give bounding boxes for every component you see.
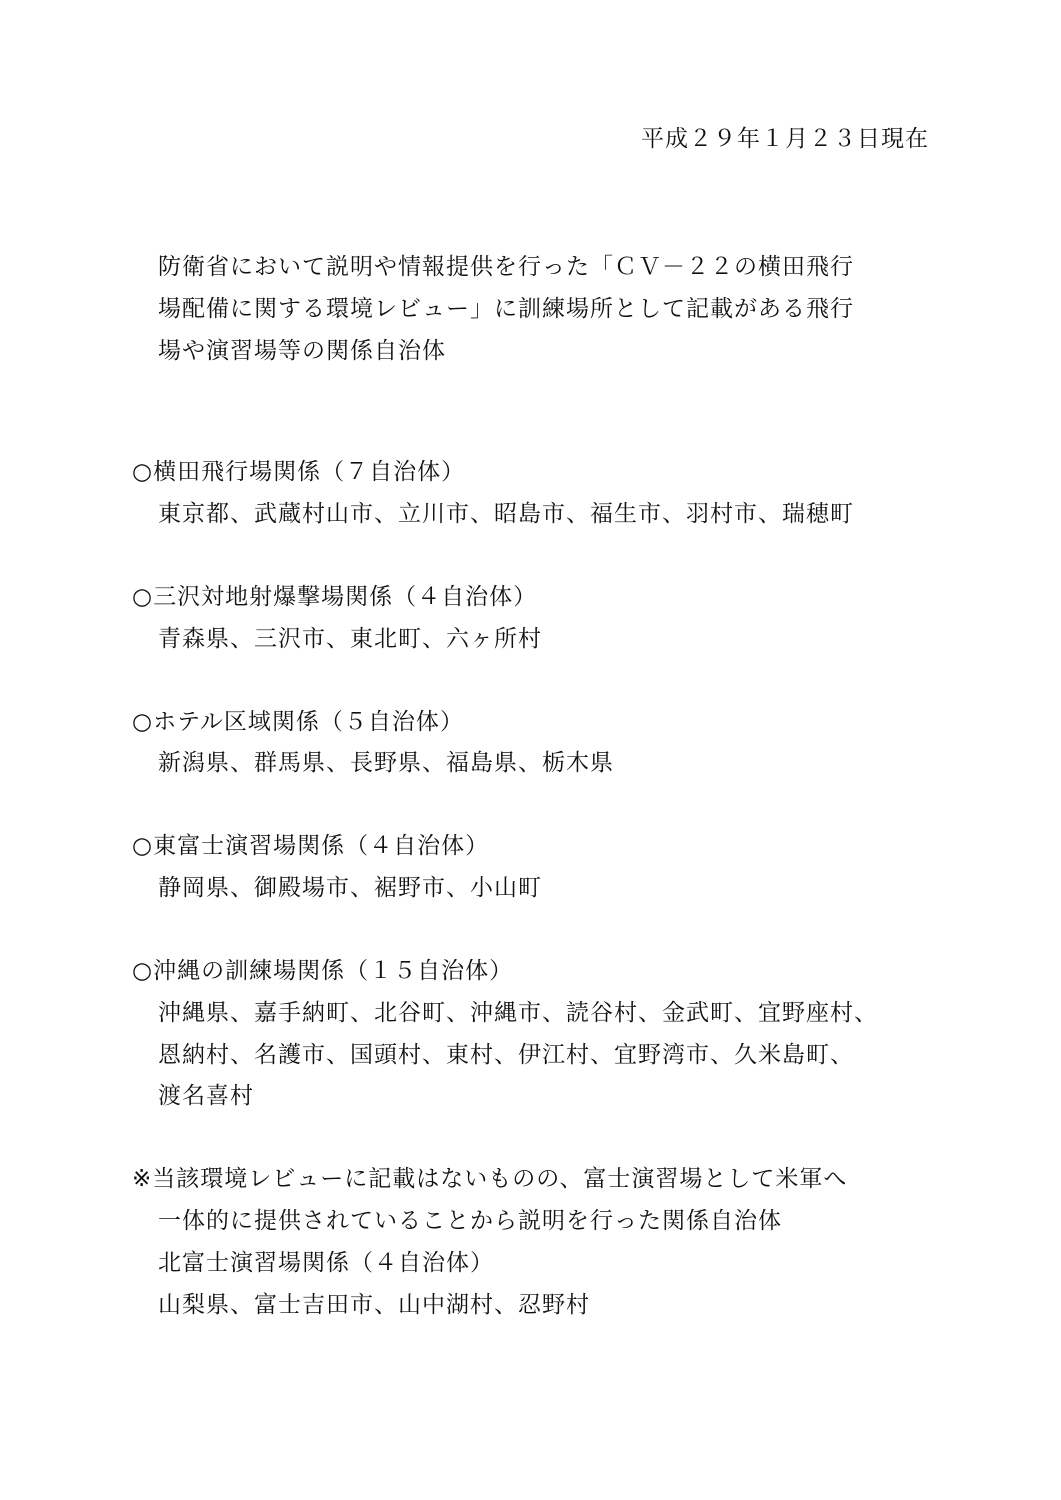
note-line-3: 山梨県、富士吉田市、山中湖村、忍野村 bbox=[158, 1292, 590, 1318]
section-municipalities-okinawa-1: 沖縄県、嘉手納町、北谷町、沖縄市、読谷村、金武町、宜野座村、 bbox=[158, 1000, 878, 1026]
section-municipalities-yokota: 東京都、武蔵村山市、立川市、昭島市、福生市、羽村市、瑞穂町 bbox=[158, 501, 854, 527]
note-line-1: 一体的に提供されていることから説明を行った関係自治体 bbox=[158, 1208, 782, 1234]
section-heading-okinawa: ○沖縄の訓練場関係（１５自治体） bbox=[132, 958, 514, 984]
section-heading-misawa: ○三沢対地射爆撃場関係（４自治体） bbox=[132, 584, 538, 610]
note-line-2: 北富士演習場関係（４自治体） bbox=[158, 1250, 494, 1276]
note-heading: ※当該環境レビューに記載はないものの、富士演習場として米軍へ bbox=[132, 1166, 848, 1192]
section-heading-higashi-fuji: ○東富士演習場関係（４自治体） bbox=[132, 833, 490, 859]
section-municipalities-okinawa-3: 渡名喜村 bbox=[158, 1083, 254, 1109]
section-municipalities-okinawa-2: 恩納村、名護市、国頭村、東村、伊江村、宜野湾市、久米島町、 bbox=[158, 1042, 854, 1068]
section-municipalities-misawa: 青森県、三沢市、東北町、六ヶ所村 bbox=[158, 626, 542, 652]
intro-line-1: 防衛省において説明や情報提供を行った「ＣＶ－２２の横田飛行 bbox=[158, 254, 854, 280]
section-heading-yokota: ○横田飛行場関係（７自治体） bbox=[132, 459, 466, 485]
section-heading-hotel-area: ○ホテル区域関係（５自治体） bbox=[132, 709, 464, 735]
intro-line-2: 場配備に関する環境レビュー」に訓練場所として記載がある飛行 bbox=[158, 296, 854, 322]
as-of-date: 平成２９年１月２３日現在 bbox=[641, 126, 929, 152]
intro-line-3: 場や演習場等の関係自治体 bbox=[158, 338, 446, 364]
section-municipalities-higashi-fuji: 静岡県、御殿場市、裾野市、小山町 bbox=[158, 875, 542, 901]
section-municipalities-hotel-area: 新潟県、群馬県、長野県、福島県、栃木県 bbox=[158, 750, 614, 776]
